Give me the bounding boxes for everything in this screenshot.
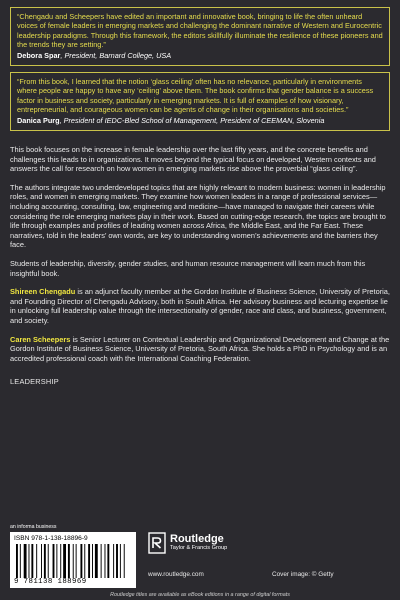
subject-category: LEADERSHIP <box>10 377 59 387</box>
author-bio-text: is Senior Lecturer on Contextual Leadership and Organizational Development and Change at the Gordon Institute of Business Science, University of Pretoria, South Africa. She holds a PhD in Psychology and is an accredited professional coach with the International Coaching Federation. <box>10 334 390 363</box>
quote-author-title: , President of IEDC-Bled School of Management, President of CEEMAN, Slovenia <box>59 115 325 125</box>
description-paragraph: This book focuses on the increase in female leadership over the last fifty years, and the concrete benefits and challenges this leads to in organizations. It moves beyond the typical focus on developed, Western contexts and answers the call for research on how women in emerging markets rise above the proverbial “glass ceiling”. <box>10 145 376 174</box>
endorsement-quote <box>10 72 390 131</box>
publisher-url[interactable]: www.routledge.com <box>148 571 204 578</box>
description-paragraph: Students of leadership, diversity, gender studies, and human resource management will learn much from this insightful book. <box>10 259 366 278</box>
author-bio <box>10 335 390 364</box>
author-bio <box>10 287 390 325</box>
cover-image-credit: Cover image: © Getty <box>272 571 334 578</box>
author-bio-text: is an adjunct faculty member at the Gordon Institute of Business Science, University of Pretoria, and Founding Director of Chengadu Advisory, both in South Africa. Her advisory business and lecturing expertise lie in unlocking full leadership value through the intersectionality of gender, race and class, and business, government, and society. <box>10 287 390 325</box>
ebook-note: Routledge titles are available as eBook editions in a range of digital formats <box>110 592 290 598</box>
quote-text: “Chengadu and Scheepers have edited an important and innovative book, bringing to life the often unheard voices of female leaders in emerging markets and challenging the dominant narrative of Western and Eurocentric leadership paradigms. Through this framework, the editors skillfully illuminate the resilience of these pioneers and the trends they are setting.” <box>17 12 383 50</box>
author-name: Shireen Chengadu <box>10 287 76 297</box>
publisher-name: Routledge <box>170 533 224 545</box>
description-paragraph: The authors integrate two underdeveloped topics that are highly relevant to modern business: women in leadership roles, and women in emerging markets. They examine how women leaders in a range of professional services—including accounting, consulting, law, engineering and medicine—have managed to navigate their careers while considering the role emerging markets play in their work. Based on cutting-edge research, the topics are brought to life through examples and profiles of leading women across Africa, the Middle East, and the Far East. These narratives, told in the leaders’ own words, are key to understanding women’s achievements and the barriers they face. <box>10 182 386 250</box>
informa-brand-line: an informa business <box>10 524 57 530</box>
publisher-group: Taylor & Francis Group <box>170 545 228 551</box>
isbn-label: ISBN 978-1-138-18896-9 <box>14 535 88 542</box>
barcode-digits: 9 781138 188969 <box>14 578 87 586</box>
quote-author-title: , President, Barnard College, USA <box>60 50 172 60</box>
quote-attribution <box>17 51 383 60</box>
ebook-note-wrap <box>10 524 390 600</box>
quote-author-name: Debora Spar <box>17 50 61 60</box>
quote-author-name: Danica Purg <box>17 115 60 125</box>
quote-text: “From this book, I learned that the notion ‘glass ceiling’ often has no relevance, particularly in environments where people are happy to have any ‘ceiling’ above them. The book confirms that gender balance is a success factor in business and society, particularly in emerging markets. It is full of examples of how visionary, entrepreneurial, and courageous women can be agents of change in their organisations and societies.” <box>17 77 374 115</box>
endorsement-quote <box>10 7 390 66</box>
author-name: Caren Scheepers <box>10 334 71 344</box>
quote-attribution <box>17 116 383 125</box>
